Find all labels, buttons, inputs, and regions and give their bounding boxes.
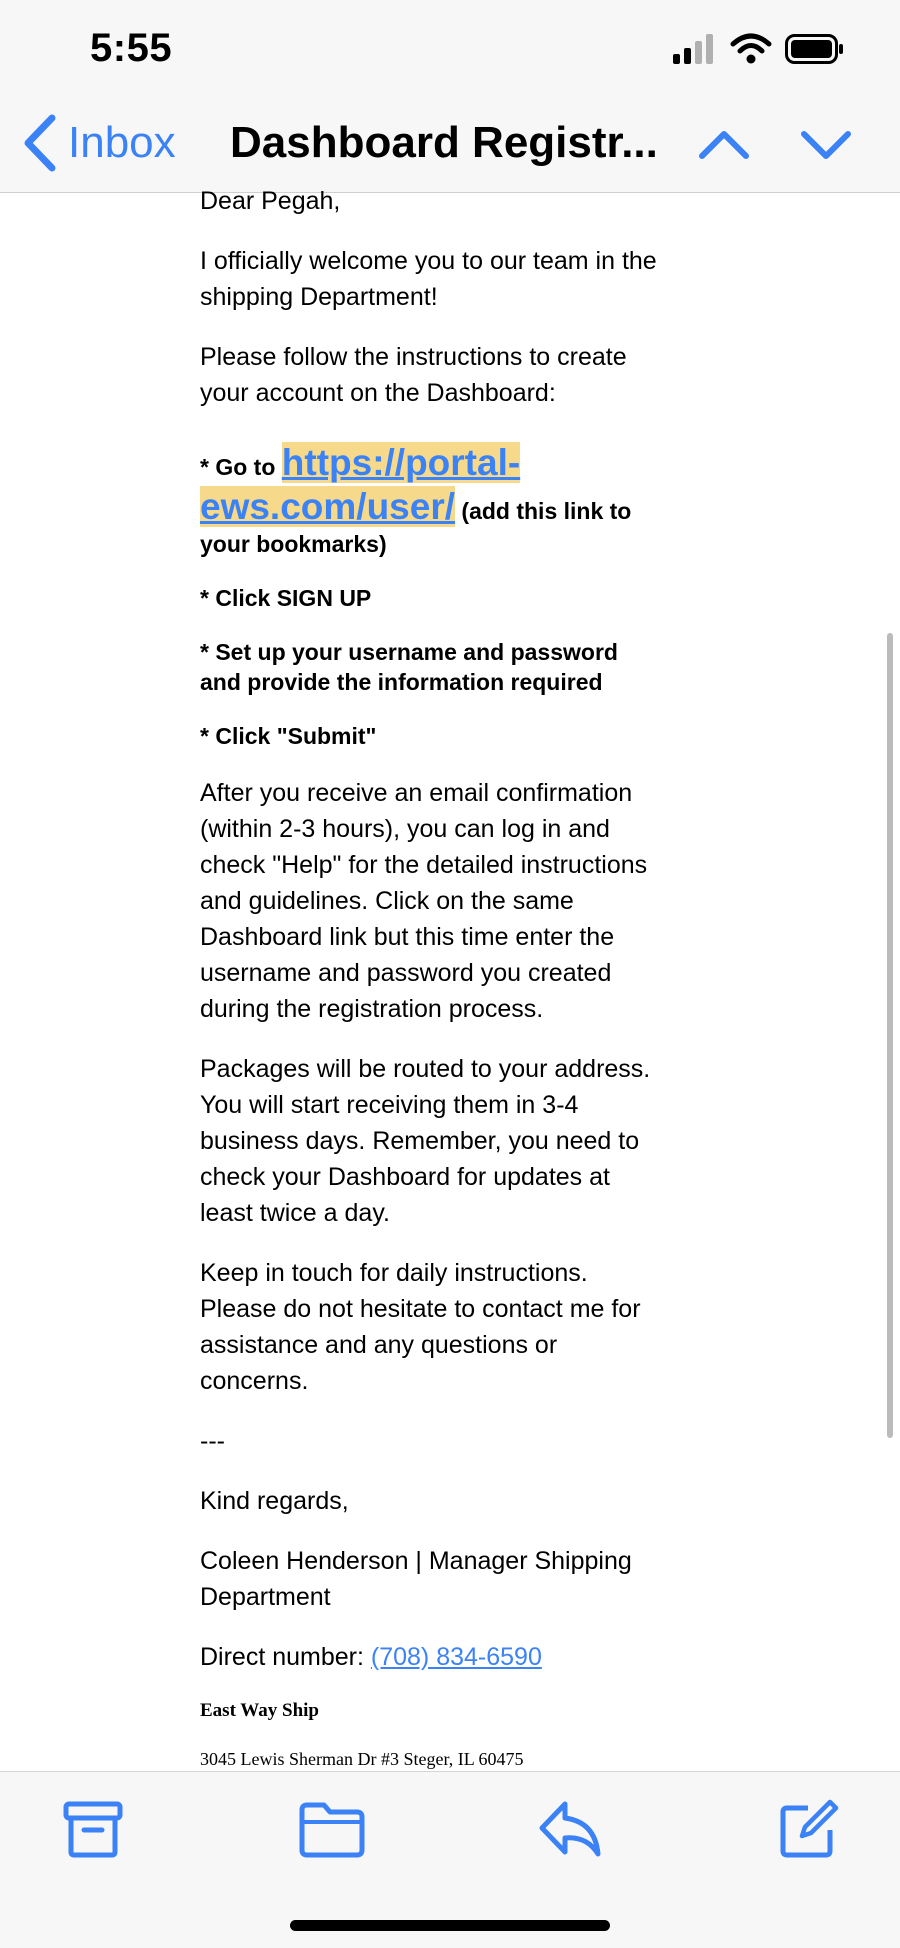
step-go-to-prefix: * Go to	[200, 454, 282, 480]
portal-link[interactable]: https://portal-ews.com/user/	[200, 442, 521, 527]
separator: ---	[200, 1427, 225, 1455]
chevron-left-icon	[22, 114, 58, 172]
reply-button[interactable]	[537, 1798, 603, 1865]
contact-paragraph: Keep in touch for daily instructions. Please do not hesitate to contact me for assistance and any questions or concerns.	[200, 1259, 641, 1395]
chevron-up-icon	[698, 122, 750, 166]
instructions-intro: Please follow the instructions to create your account on the Dashboard:	[200, 343, 627, 407]
chevron-down-icon	[800, 122, 852, 166]
archive-button[interactable]	[62, 1798, 124, 1865]
move-to-folder-button[interactable]	[298, 1798, 366, 1865]
cellular-signal-icon	[673, 34, 717, 64]
company-address: 3045 Lewis Sherman Dr #3 Steger, IL 60475	[200, 1749, 524, 1769]
folder-icon	[298, 1798, 366, 1860]
packages-paragraph: Packages will be routed to your address. You will start receiving them in 3-4 business days. Remember, you need to check your Dashboard for updates at least twice a day.	[200, 1055, 651, 1227]
status-bar	[0, 0, 900, 100]
confirmation-paragraph: After you receive an email confirmation (within 2-3 hours), you can log in and check "Help" for the detailed instructions and guidelines. Click on the same Dashboard link but this time enter the username and password you created during the registration process.	[200, 779, 648, 1023]
back-label: Inbox	[68, 118, 176, 167]
signature: Coleen Henderson | Manager Shipping Department	[200, 1547, 632, 1611]
back-to-inbox-button[interactable]	[22, 114, 176, 172]
nav-bar	[0, 100, 900, 193]
wifi-icon	[731, 34, 771, 64]
archive-icon	[62, 1798, 124, 1860]
reply-icon	[537, 1798, 603, 1860]
email-subject: Dashboard Registr...	[230, 118, 658, 167]
direct-number-label: Direct number:	[200, 1643, 371, 1671]
step-setup-credentials: * Set up your username and password and provide the information required	[200, 639, 618, 695]
direct-phone-link[interactable]: (708) 834-6590	[370, 1643, 542, 1671]
compose-button[interactable]	[778, 1798, 840, 1865]
message-text	[200, 183, 660, 1843]
step-sign-up: * Click SIGN UP	[200, 585, 372, 611]
next-message-button[interactable]	[800, 122, 852, 171]
company-name: East Way Ship	[200, 1700, 319, 1721]
closing: Kind regards,	[200, 1487, 349, 1515]
welcome-paragraph: I officially welcome you to our team in the shipping Department!	[200, 247, 657, 311]
direct-number	[200, 1639, 660, 1675]
previous-message-button[interactable]	[698, 122, 750, 171]
step-go-to	[200, 441, 660, 559]
home-indicator[interactable]	[290, 1920, 610, 1931]
compose-icon	[778, 1798, 840, 1860]
scrollbar[interactable]	[887, 633, 893, 1438]
battery-icon	[785, 34, 845, 64]
step-submit: * Click "Submit"	[200, 723, 377, 749]
email-body[interactable]	[0, 187, 900, 1771]
status-icons	[673, 34, 845, 64]
step-go-to-suffix: (add this link to your bookmarks)	[200, 498, 632, 557]
status-time: 5:55	[90, 26, 173, 70]
greeting: Dear Pegah,	[200, 187, 341, 215]
